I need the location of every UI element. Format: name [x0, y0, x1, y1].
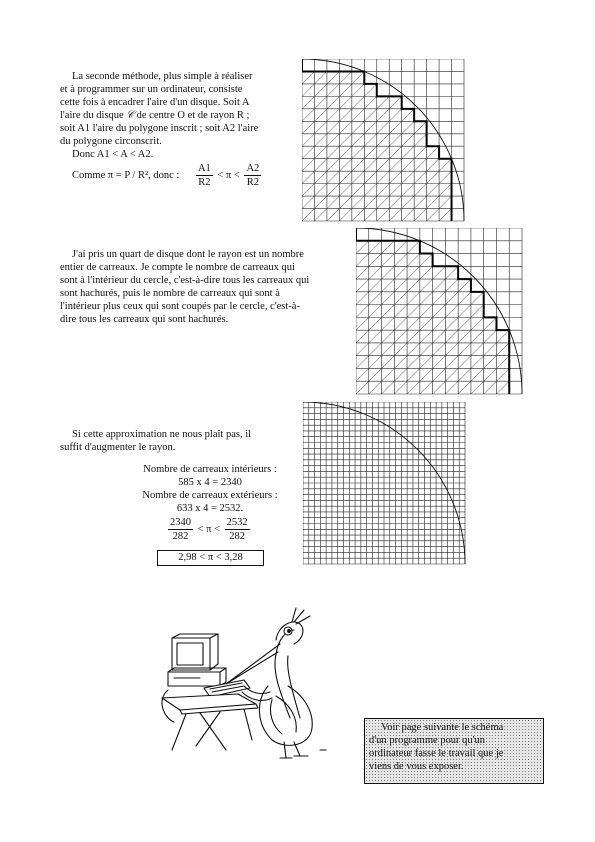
method-line: dire tous les carreaux qui sont hachurés. [60, 314, 229, 325]
fraction-a2 [244, 162, 261, 189]
inner-count-value: 585 x 4 = 2340 [178, 477, 242, 488]
fraction-a2-den: R2 [246, 177, 259, 188]
fraction-a1 [196, 162, 213, 189]
result-box [157, 550, 264, 566]
bird-at-computer-illustration [160, 600, 330, 760]
note-line: ordinateur fasse le travail que je [369, 748, 504, 759]
intro-paragraph [60, 70, 294, 161]
quarter-disk-grid-coarse [302, 59, 470, 225]
fraction-a1-num: A1 [197, 163, 211, 174]
outer-count-label: Nombre de carreaux extérieurs : [142, 490, 278, 501]
intro-line: du polygone circonscrit. [60, 136, 162, 147]
intro-line [60, 109, 294, 122]
intro-line-pre: l'aire du disque [60, 110, 124, 121]
intro-line: et à programmer sur un ordinateur, consiste [60, 84, 243, 95]
fraction-a2-num: A2 [246, 163, 260, 174]
lt-pi-lt-2: < π < [197, 524, 221, 535]
method-line: J'ai pris un quart de disque dont le rayon est un nombre [72, 249, 304, 260]
fraction-2532 [225, 516, 250, 543]
lt-pi-lt: < π < [217, 170, 240, 181]
method-line: sont hachurés, puis le nombre de carreaux qui sont à [60, 288, 280, 299]
intro-line-post: de centre O et de rayon R ; [136, 110, 250, 121]
ratio-line [166, 516, 286, 543]
pi-formula-text: Comme π = P / R², donc : [72, 170, 180, 181]
method-line: entier de carreaux. Je compte le nombre de carreaux qui [60, 262, 295, 273]
intro-line: La seconde méthode, plus simple à réaliser [72, 71, 253, 82]
script-c-symbol: 𝒞 [126, 110, 134, 121]
inner-count-label: Nombre de carreaux intérieurs : [143, 464, 277, 475]
method-paragraph [60, 248, 350, 326]
pi-formula-line [72, 162, 302, 189]
increase-line: suffit d'augmenter le rayon. [60, 442, 176, 453]
counts-block [120, 463, 300, 515]
intro-line: Donc A1 < A < A2. [72, 149, 154, 160]
note-line: viens de vous exposer. [369, 761, 464, 772]
result-text: 2,98 < π < 3,28 [178, 552, 243, 563]
note-line: Voir page suivante le schéma [381, 722, 504, 733]
fraction-2340 [168, 516, 193, 543]
note-line: d'un programme pour qu'un [369, 735, 486, 746]
intro-line: cette fois à encadrer l'aire d'un disque. Soit A [60, 97, 250, 108]
quarter-disk-grid-fine [303, 402, 468, 567]
quarter-disk-grid-hatched [356, 228, 526, 398]
increase-radius-paragraph [60, 428, 292, 454]
fraction-2532-den: 282 [229, 531, 246, 542]
outer-count-value: 633 x 4 = 2532. [176, 503, 244, 514]
fraction-a1-den: R2 [198, 177, 211, 188]
intro-line: soit A1 l'aire du polygone inscrit ; soit A2 l'aire [60, 123, 259, 134]
increase-line: Si cette approximation ne nous plaît pas, il [72, 429, 252, 440]
method-line: l'intérieur plus ceux qui sont coupés par le cercle, c'est-à- [60, 301, 300, 312]
fraction-2340-num: 2340 [170, 517, 191, 528]
method-line: sont à l'intérieur du cercle, c'est-à-dire tous les carreaux qui [60, 275, 310, 286]
next-page-note [364, 718, 544, 784]
fraction-2340-den: 282 [172, 531, 189, 542]
fraction-2532-num: 2532 [226, 517, 248, 528]
